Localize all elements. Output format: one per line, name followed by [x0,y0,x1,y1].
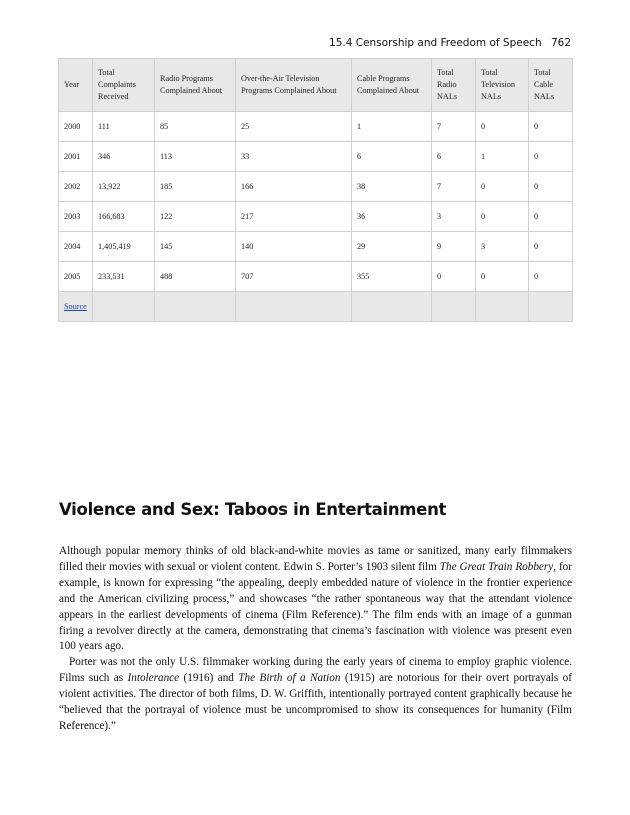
table-cell: 0 [529,112,573,142]
table-cell: 1 [352,112,432,142]
table-row [59,112,573,142]
column-header-total-complaints: Total Complaints Received [93,59,155,112]
empty-footer-cell [432,292,476,322]
running-header-section-title: 15.4 Censorship and Freedom of Speech [329,37,542,49]
table-row [59,142,573,172]
table-cell: 0 [476,112,529,142]
table-cell: 1 [476,142,529,172]
table-cell: 0 [529,262,573,292]
table-cell: 0 [432,262,476,292]
table-cell: 3 [432,202,476,232]
source-link[interactable]: Source [64,301,87,311]
table-cell: 0 [476,262,529,292]
film-title-great-train-robbery: The Great Train Robbery [439,560,554,573]
table-cell: 7 [432,172,476,202]
table-cell: 111 [93,112,155,142]
empty-footer-cell [155,292,236,322]
empty-footer-cell [93,292,155,322]
table-cell: 25 [236,112,352,142]
column-header-radio-programs: Radio Programs Complained About [155,59,236,112]
table-row [59,232,573,262]
paragraph-2 [59,655,572,735]
column-header-year: Year [59,59,93,112]
table-cell: 0 [476,202,529,232]
source-cell [59,292,93,322]
table-cell: 145 [155,232,236,262]
table-cell: 2002 [59,172,93,202]
table-cell: 0 [529,202,573,232]
table-cell: 3 [476,232,529,262]
paragraph-2-text-c: (1915) are notorious for their overt portrayals of violent activities. The director of both films, D. W. Griffith, intentionally portrayed content graphically because he “believed that the portrayal of violence must be uncompromised to show its consequences for humanity (Film Reference).” [59,672,572,732]
page-number: 762 [550,37,571,49]
column-header-cable-programs: Cable Programs Complained About [352,59,432,112]
table-cell: 2003 [59,202,93,232]
table-cell: 122 [155,202,236,232]
table-cell: 6 [432,142,476,172]
table-cell: 346 [93,142,155,172]
table-cell: 140 [236,232,352,262]
fcc-complaints-table [58,58,573,322]
table-cell: 2000 [59,112,93,142]
empty-footer-cell [529,292,573,322]
table-row [59,172,573,202]
table-cell: 9 [432,232,476,262]
running-header [329,37,571,49]
table-cell: 166 [236,172,352,202]
table-cell: 85 [155,112,236,142]
table-cell: 2005 [59,262,93,292]
table-cell: 0 [529,232,573,262]
empty-footer-cell [352,292,432,322]
paragraph-1-text-a: Although popular memory thinks of old black-and-white movies as tame or sanitized, many early filmmakers filled their movies with sexual or violent content. Edwin S. Porter’s 1903 silent film [59,545,572,573]
paragraph-1 [59,544,572,655]
table-row [59,262,573,292]
table-cell: 166,683 [93,202,155,232]
table-footer-row [59,292,573,322]
column-header-cable-nals: Total Cable NALs [529,59,573,112]
paragraph-1-text-b: , for example, is known for expressing “the appealing, deeply embedded nature of violence in the frontier experience and the American civilizing process,” and showcases “the rather spontaneous way that the attendant violence appears in the earliest developments of cinema (Film Reference).” The film ends with an image of a gunman firing a revolver directly at the camera, demonstrating that cinema’s fascination with violence was present even 100 years ago. [59,560,572,653]
table-cell: 488 [155,262,236,292]
table-cell: 707 [236,262,352,292]
table-cell: 33 [236,142,352,172]
table-cell: 0 [476,172,529,202]
table-cell: 29 [352,232,432,262]
table-cell: 7 [432,112,476,142]
table-cell: 217 [236,202,352,232]
table-cell: 185 [155,172,236,202]
column-header-tv-nals: Total Television NALs [476,59,529,112]
table-cell: 6 [352,142,432,172]
table-header-row [59,59,573,112]
empty-footer-cell [236,292,352,322]
section-heading: Violence and Sex: Taboos in Entertainment [59,500,447,519]
table-cell: 38 [352,172,432,202]
table-cell: 233,531 [93,262,155,292]
table-cell: 0 [529,142,573,172]
table-cell: 1,405,419 [93,232,155,262]
film-title-intolerance: Intolerance [127,672,180,685]
table-row [59,202,573,232]
column-header-radio-nals: Total Radio NALs [432,59,476,112]
paragraph-2-text-a: Porter was not the only U.S. filmmaker working during the early years of cinema to employ graphic violence. Films such as [59,656,572,685]
table-cell: 0 [529,172,573,202]
column-header-tv-programs: Over-the-Air Television Programs Complained About [236,59,352,112]
body-text [59,544,572,735]
table-cell: 113 [155,142,236,172]
table-cell: 355 [352,262,432,292]
empty-footer-cell [476,292,529,322]
table-cell: 2001 [59,142,93,172]
table-cell: 2004 [59,232,93,262]
table-cell: 36 [352,202,432,232]
film-title-birth-of-a-nation: The Birth of a Nation [238,672,341,685]
paragraph-2-text-b: (1916) and [179,672,239,685]
table-cell: 13,922 [93,172,155,202]
